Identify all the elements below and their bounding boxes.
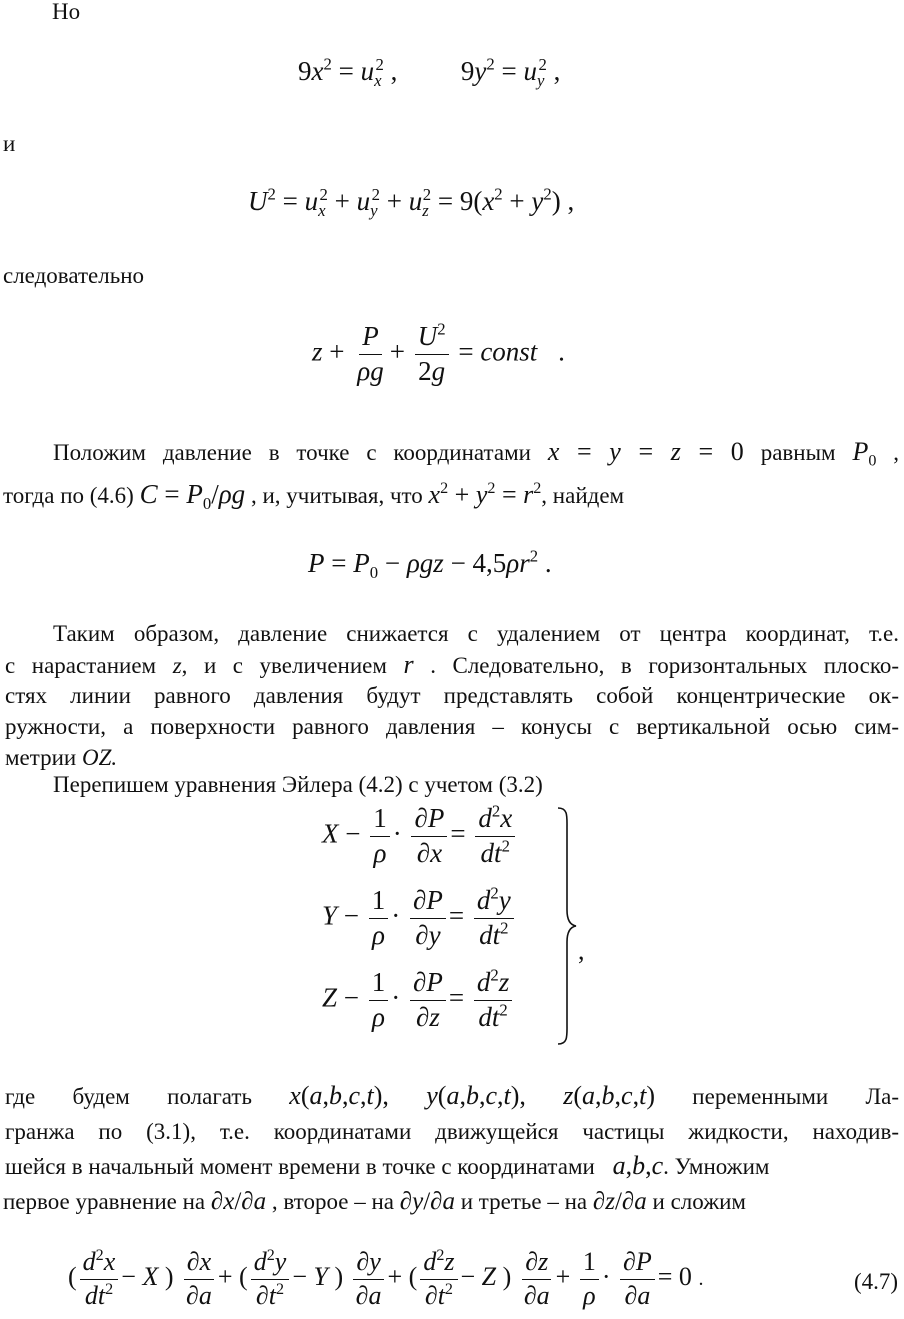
paragraph-conclusion-line5: метрии OZ. [5, 745, 118, 770]
euler-equation-y: Y − $\frac{1}{\rho}$ · $\frac{\partial P}{\partial y}$ = $\frac{d^2y}{dt^2}$ [322, 886, 517, 950]
equation-bernoulli: z + $\frac{P}{\rho g}$ + $\frac{U^2}{2g}$ = const . [312, 319, 565, 386]
right-brace-icon [556, 806, 578, 1046]
equation-number-4-7: (4.7) [854, 1269, 899, 1294]
paragraph-lagrange-line4: первое уравнение на ∂x/∂a , второе – на ∂y/∂a и третье – на ∂z/∂a и сложим [3, 1188, 746, 1215]
paragraph-conclusion-line3: стях линии равного давления будут представлять собой концентрические ок- [5, 683, 899, 708]
paragraph-pressure-origin: Положим давление в точке с координатами x = y = z = 0 равным $P_0$ , [53, 437, 900, 470]
paragraph-lagrange-line2: гранжа по (3.1), т.е. координатами движущейся частицы жидкости, находив- [5, 1119, 899, 1144]
paragraph-conclusion-line2: с нарастанием z, и с увеличением r . Следовательно, в горизонтальных плоско- [5, 650, 900, 679]
paragraph-conclusion-line4: ружности, а поверхности равного давления – конусы с вертикальной осью сим- [5, 714, 899, 739]
equation-pressure: $P = P_0 - \rho gz - 4,5\rho r^2$ . [308, 546, 552, 582]
paragraph-conclusion-line1: Таким образом, давление снижается с удалением от центра координат, т.е. [53, 621, 899, 646]
equation-velocity-squares: $9x^2 = u_x^2$ , $9y^2 = u_y^2$ , [298, 54, 561, 90]
text-no: Но [52, 0, 81, 24]
equation-total-velocity: $U^2 = u_x^2 + u_y^2 + u_z^2 = 9(x^2 + y^2)$ , [248, 184, 575, 220]
text-sledovatelno: следовательно [3, 263, 144, 288]
text-i: и [3, 131, 16, 156]
equation-4-7: ( $\frac{d^2x}{dt^2}$ − X ) $\frac{\partial x}{\partial a}$ + ( $\frac{d^2y}{\partial t^2}$ − Y ) $\frac{\partial y}{\partial a}$ + ( $\frac{d^2z}{\partial t^2}$ − Z ) $\frac{\partial z}{\partial a}$ + $\frac{1}{\rho}$ · $\frac{\partial P}{\partial a}$ = 0 . [68, 1247, 704, 1310]
text-c-formula-line: тогда по (4.6) $C = P_0/\rho g$ , и, учитывая, что $x^2 + y^2 = r^2$, найдем [3, 479, 625, 513]
paragraph-lagrange-line3: шейся в начальный момент времени в точке с координатами a,b,c. Умножим [5, 1151, 770, 1180]
euler-equation-x: X − $\frac{1}{\rho}$ · $\frac{\partial P}{\partial x}$ = $\frac{d^2x}{dt^2}$ [322, 804, 518, 868]
text-euler-intro: Перепишем уравнения Эйлера (4.2) с учетом (3.2) [53, 772, 543, 797]
euler-equation-z: Z − $\frac{1}{\rho}$ · $\frac{\partial P}{\partial z}$ = $\frac{d^2z}{dt^2}$ [322, 968, 515, 1032]
paragraph-lagrange-line1: где будем полагать x(a,b,c,t), y(a,b,c,t), z(a,b,c,t) переменными Ла- [5, 1081, 899, 1110]
euler-system-comma: , [578, 936, 585, 965]
